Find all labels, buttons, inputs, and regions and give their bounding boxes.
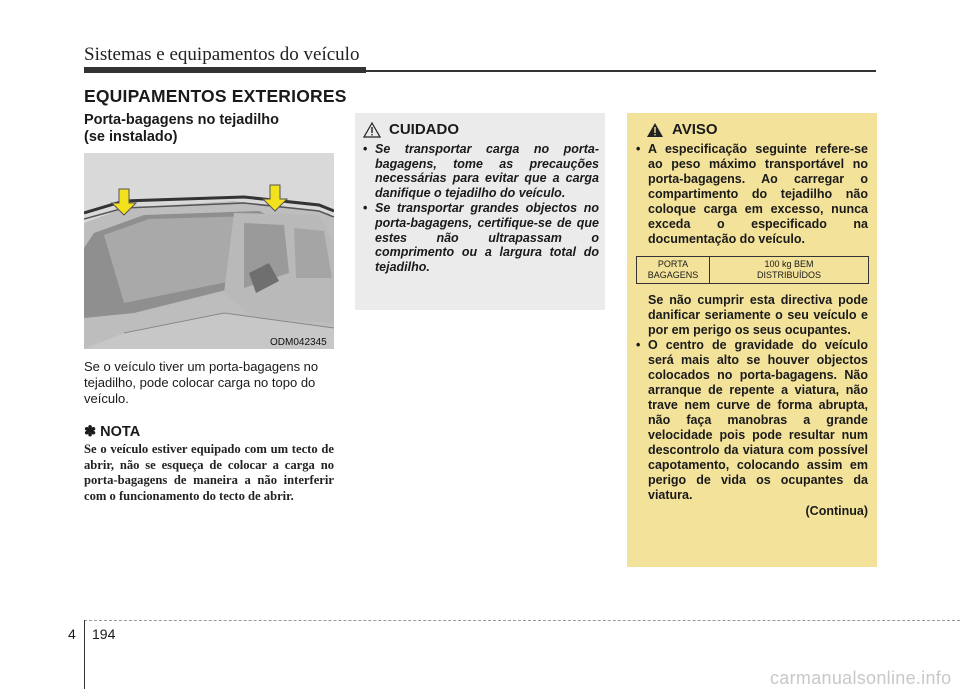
- warning-title: AVISO: [672, 121, 718, 138]
- left-column-heading: [84, 112, 334, 146]
- footer-rule: [84, 620, 960, 621]
- caution-item: • Se transportar grandes objectos no porta-bagagens, certifique-se de que estes não ultrapassam o comprimento ou a largura total do tejadilho.: [363, 201, 599, 274]
- figure-code: ODM042345: [270, 337, 327, 348]
- spec-value-cell: [710, 257, 869, 284]
- nota-text: Se o veículo estiver equipado com um tecto de abrir, não se esqueça de colocar a carga no porta-bagagens de maneira a não interferir com o funcionamento do tecto de abrir.: [84, 442, 334, 503]
- watermark: carmanualsonline.info: [770, 668, 952, 688]
- warning-item-gravity: • O centro de gravidade do veículo será mais alto se houver objectos colocados no porta-bagagens. Não arranque de repente a viatura, não trave nem curve de forma abrupta, não faça manobras a grande velocidade pois pode resultar num descontrolo da viatura com possível capotamento, colocando assim em perigo de vida os ocupantes da viatura.: [636, 338, 868, 503]
- caution-title: CUIDADO: [389, 121, 459, 138]
- warning-box: [627, 113, 877, 567]
- section-title: EQUIPAMENTOS EXTERIORES: [84, 86, 347, 106]
- roof-rack-figure: [84, 153, 334, 349]
- footer-divider: [84, 620, 85, 689]
- nota-title: ✽ NOTA: [84, 424, 141, 440]
- continued-label: (Continua): [805, 504, 868, 518]
- roof-rack-heading-sub: (se instalado): [84, 129, 178, 145]
- warning-triangle-icon: [646, 122, 664, 138]
- warning-item-weight: • A especificação seguinte refere-se ao peso máximo transportável no porta-bagagens. Ao carregar o compartimento do tejadilho não coloque carga em excesso, nunca exceda o especificado na documentação do veículo.: [636, 142, 868, 247]
- caution-list: [363, 142, 599, 274]
- spec-value-line1: 100 kg BEM: [764, 259, 814, 269]
- roof-rack-heading: Porta-bagagens no tejadilho: [84, 112, 279, 128]
- caution-item: • Se transportar carga no porta-bagagens, tome as precauções necessárias para evitar que a carga danifique o tejadilho do veículo.: [363, 142, 599, 200]
- load-spec-table: [636, 256, 869, 284]
- caution-box: [355, 113, 605, 310]
- header-rule-thin: [366, 70, 876, 72]
- page-number: 194: [92, 626, 116, 642]
- caution-triangle-icon: [363, 122, 381, 138]
- chapter-title: Sistemas e equipamentos do veículo: [84, 44, 360, 65]
- spec-label-cell: PORTA BAGAGENS: [637, 257, 710, 284]
- warning-header: [636, 121, 868, 138]
- header-rule-thick: [84, 67, 366, 73]
- warning-item-weight-cont: Se não cumprir esta directiva pode danificar seriamente o seu veículo e por em perigo os seus ocupantes.: [648, 293, 868, 337]
- caution-header: [363, 121, 599, 138]
- roof-rack-body: Se o veículo tiver um porta-bagagens no tejadilho, pode colocar carga no topo do veículo.: [84, 359, 319, 406]
- spec-value-line2: DISTRIBUÍDOS: [756, 270, 821, 280]
- chapter-number: 4: [68, 626, 76, 642]
